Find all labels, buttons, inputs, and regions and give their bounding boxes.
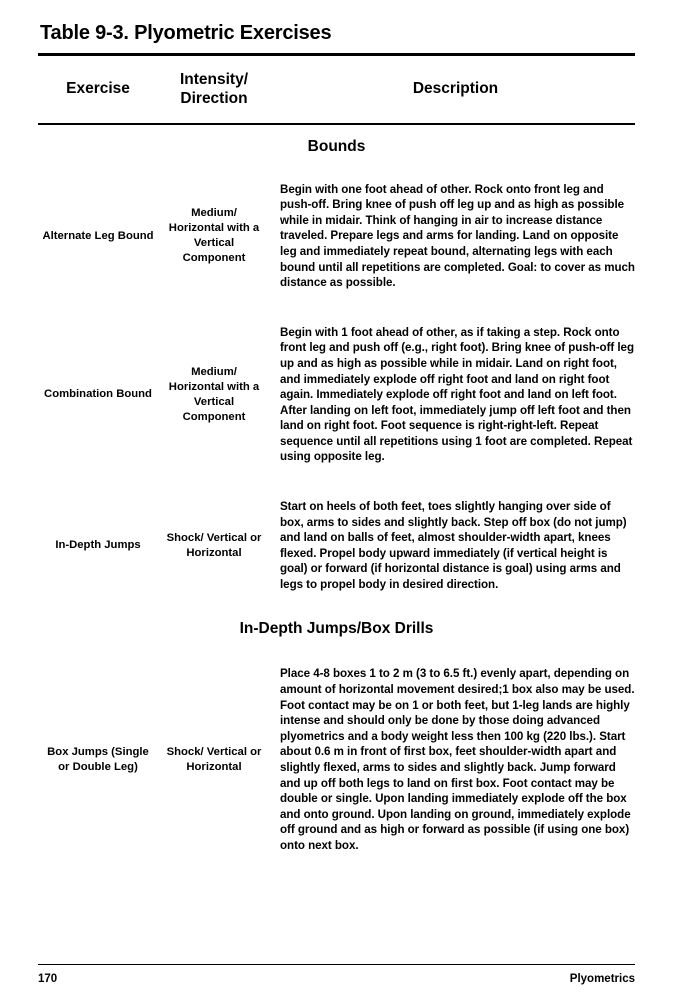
exercise-intensity: Medium/ Horizontal with a Vertical Component	[168, 207, 260, 265]
column-header-intensity	[158, 56, 270, 123]
exercise-name: In-Depth Jumps	[55, 539, 141, 552]
footer-divider	[38, 964, 635, 965]
section-heading-row	[38, 604, 635, 654]
column-header-intensity-line1: Intensity/	[179, 71, 249, 88]
table-header	[38, 56, 635, 123]
exercise-name: Alternate Leg Bound	[42, 229, 154, 242]
exercise-name: Combination Bound	[44, 388, 152, 401]
table-row	[38, 654, 635, 865]
table-row	[38, 487, 635, 604]
exercise-description: Begin with one foot ahead of other. Rock onto front leg and push-off. Bring knee of push off leg up and as high as possible while in midair. Think of hanging in air to increase distance traveled. Prepare legs and arms for landing. Land on opposite leg and immediately repeat bound, alternating legs with each bound until all repetitions are completed. Goal: to cover as much distance as possible.	[280, 182, 635, 290]
section-heading-bounds: Bounds	[307, 137, 366, 155]
footer-chapter-label: Plyometrics	[569, 973, 635, 985]
section-heading-row	[38, 125, 635, 170]
plyometric-exercises-body	[38, 125, 635, 866]
page-title: Table 9-3. Plyometric Exercises	[40, 22, 332, 44]
column-header-description: Description	[412, 80, 499, 98]
document-page	[0, 22, 673, 1007]
plyometric-exercises-table	[38, 56, 635, 123]
exercise-description: Start on heels of both feet, toes slightly hanging over side of box, arms to sides and slightly back. Step off box (do not jump) and land on balls of feet, almost shoulder-width apart, knees flexed. Propel body upward immediately (if vertical height is goal) or forward (if horizontal distance is goal) using arms and legs to propel body in desired direction.	[280, 500, 627, 591]
exercise-intensity: Medium/ Horizontal with a Vertical Component	[168, 366, 260, 423]
table-row	[38, 313, 635, 477]
exercise-name: Box Jumps (Single or Double Leg)	[47, 746, 149, 773]
exercise-intensity: Shock/ Vertical or Horizontal	[166, 746, 262, 773]
page-footer	[38, 964, 635, 985]
exercise-description: Place 4-8 boxes 1 to 2 m (3 to 6.5 ft.) evenly apart, depending on amount of horizontal movement desired;1 box also may be used. Foot contact may be on 1 or both feet, but 1-leg lands are highly intense and should only be done by those doing advanced plyometrics and a body weight less then 100 kg (220 lbs.). Start about 0.6 m in front of first box, feet shoulder-width apart and slightly flexed, arms to sides and slightly back. Jump forward and up off both legs to land on first box. Foot contact may be double or single. Upon landing immediately explode off the box and onto ground. Upon landing on ground, immediately explode off ground and as high or forward as possible (if using one box) onto next box.	[280, 667, 635, 852]
row-spacer	[38, 477, 635, 487]
column-header-exercise: Exercise	[66, 80, 130, 98]
page-number: 170	[38, 973, 58, 985]
exercise-description: Begin with 1 foot ahead of other, as if taking a step. Rock onto front leg and push off (e.g., right foot). Bring knee of push-off leg up and as high as possible while in midair. Land on right foot, and immediately explode off right foot and land on right foot again. Immediately explode off right foot and land on left foot. After landing on left foot, immediately jump off left foot and then land on right foot. Foot sequence is right-right-left. Repeat sequence until all repetitions using 1 foot are completed. Repeat using opposite leg.	[280, 325, 634, 464]
section-heading-box-drills: In-Depth Jumps/Box Drills	[239, 620, 434, 638]
column-header-intensity-line2: Direction	[180, 90, 248, 108]
exercise-intensity: Shock/ Vertical or Horizontal	[166, 531, 262, 559]
table-row	[38, 170, 635, 303]
row-spacer	[38, 303, 635, 313]
